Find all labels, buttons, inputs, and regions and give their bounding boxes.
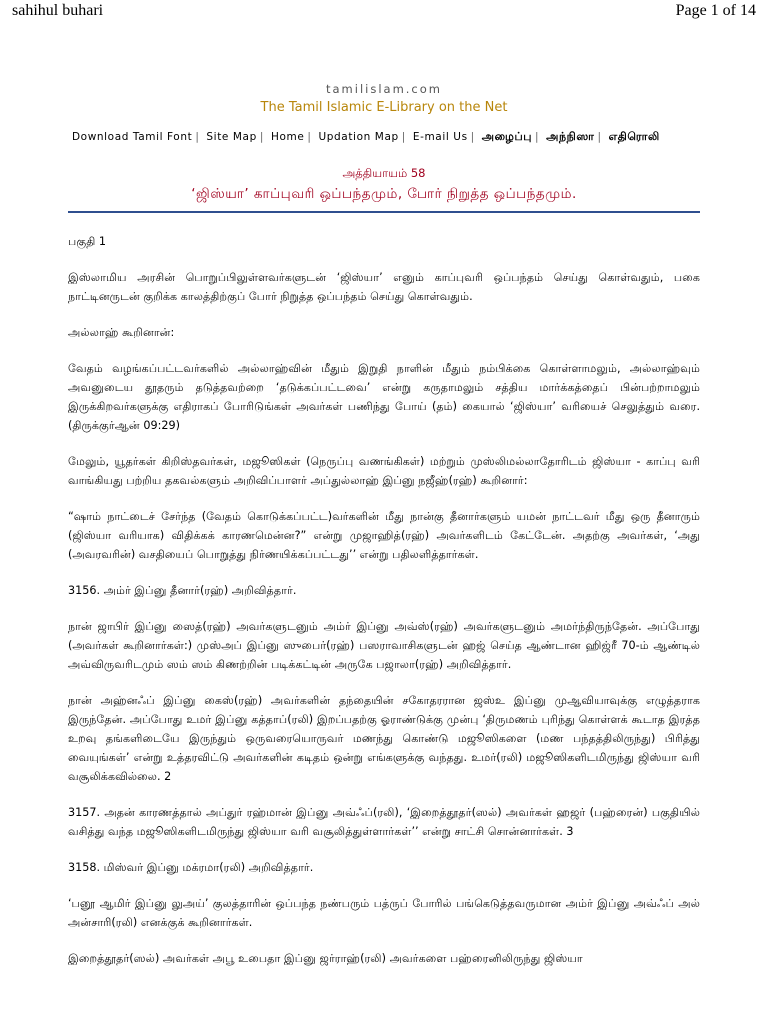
site-name[interactable]: tamilislam.com [326,82,442,96]
nav-ethiroli[interactable]: எதிரொலி [608,130,660,143]
chapter-number: அத்தியாயம் 58 [342,166,426,180]
paragraph: வேதம் வழங்கப்பட்டவர்களில் அல்லாஹ்வின் மீதும் இறுதி நாளின் மீதும் நம்பிக்கை கொள்ளாமலும், அல்லாஹ்வும் அவனுடைய தூதரும் தடுத்தவற்றை ‘தடுக்கப்பட்டவை’ என்று கருதாமலும் சத்திய மார்க்கத்தைப் பின்பற்றாமலும் இருக்கிறவர்களுக்கு எதிராகப் போரிடுங்கள் அவர்கள் பணிந்து போய் (தம்) கையால் ‘ஜிஸ்யா’ வரியைச் செலுத்தும் வரை. (திருக்குர்ஆன் 09:29) [68,362,700,432]
top-navigation [72,130,712,145]
nav-home[interactable]: Home [270,131,305,143]
nav-site-map[interactable]: Site Map [206,131,257,143]
page-counter: Page 1 of 14 [675,2,756,19]
nav-download-tamil-font[interactable]: Download Tamil Font [72,131,193,143]
paragraph: இறைத்தூதர்(ஸல்) அவர்கள் அபூ உபைதா இப்னு ஜர்ராஹ்(ரலி) அவர்களை பஹ்ரைனிலிருந்து ஜிஸ்யா [68,952,583,965]
nav-separator: | [535,131,540,143]
paragraph: “ஷாம் நாட்டைச் சேர்ந்த (வேதம் கொடுக்கப்பட்ட)வர்களின் மீது நான்கு தீனார்களும் யமன் நாட்டவர் மீது ஒரு தீனாரும் (ஜிஸ்யா வரியாக) விதிக்கக் காரணமென்ன?” என்று முஜாஹித்(ரஹ்) அவர்களிடம் கேட்டேன். அதற்கு அவர்கள், ‘அது (அவரவரின்) வசதியைப் பொறுத்து நிர்ணயிக்கப்பட்டது’’ என்று பதிலளித்தார்கள். [68,510,700,561]
paragraph: 3157. அதன் காரணத்தால் அப்துர் ரஹ்மான் இப்னு அவ்ஃப்(ரலி), ‘இறைத்தூதர்(ஸல்) அவர்கள் ஹஜர் (பஹ்ரைன்) பகுதியில் வசித்து வந்த மஜூஸிகளிடமிருந்து ஜிஸ்யா வரி வசூலித்துள்ளார்கள்’’ என்று சாட்சி சொன்னார்கள். 3 [68,806,700,838]
hadith-number: 3158. மிஸ்வர் இப்னு மக்ரமா(ரலி) அறிவித்தார். [68,861,314,874]
paragraph: மேலும், யூதர்கள் கிறிஸ்தவர்கள், மஜூஸிகள் (நெருப்பு வணங்கிகள்) மற்றும் முஸ்லிமல்லாதோரிடம் ஜிஸ்யா - காப்பு வரி வாங்கியது பற்றிய தகவல்களும் அறிவிப்பாளர் அப்துல்லாஹ் இப்னு நஜீஹ்(ரஹ்) கூறினார்: [68,455,700,487]
nav-separator: | [195,131,200,143]
chapter-heading [0,166,768,204]
paragraph: ‘பனூ ஆமிர் இப்னு லுஅய்’ குலத்தாரின் ஒப்பந்த நண்பரும் பத்ருப் போரில் பங்கெடுத்தவருமான அம்ர் இப்னு அவ்ஃப் அல் அன்சாரி(ரலி) எனக்குக் கூறினார்கள். [68,897,700,929]
section-label: பகுதி 1 [68,235,107,248]
paragraph: அல்லாஹ் கூறினான்: [68,326,175,339]
document-source-label: sahihul buhari [12,2,104,19]
nav-separator: | [307,131,312,143]
header-divider [68,211,700,213]
article-body [68,232,700,985]
paragraph: நான் ஜாபிர் இப்னு ஸைத்(ரஹ்) அவர்களுடனும் அம்ர் இப்னு அவ்ஸ்(ரஹ்) அவர்களுடனும் அமர்ந்திருந்தேன். அப்போது (அவர்கள் கூறினார்கள்:) முஸ்அப் இப்னு ஸுபைர்(ரஹ்) பஸராவாசிகளுடன் ஹஜ் செய்த ஆண்டான ஹிஜ்ரீ 70-ம் ஆண்டில் அவ்விருவரிடமும் ஸம் ஸம் கிணற்றின் படிக்கட்டின் அருகே பஜாலா(ரஹ்) அறிவித்தார். [68,620,700,671]
nav-separator: | [401,131,406,143]
nav-azhaippu[interactable]: அழைப்பு [481,130,533,143]
nav-separator: | [259,131,265,143]
site-header [0,82,768,115]
hadith-number: 3156. அம்ர் இப்னு தீனார்(ரஹ்) அறிவித்தார். [68,584,297,597]
print-header [0,0,768,22]
site-tagline: The Tamil Islamic E-Library on the Net [260,100,508,115]
nav-annisa[interactable]: அந்நிஸா [546,130,595,143]
chapter-title: ‘ஜிஸ்யா’ காப்புவரி ஒப்பந்தமும், போர் நிறுத்த ஒப்பந்தமும். [191,186,577,202]
paragraph: இஸ்லாமிய அரசின் பொறுப்பிலுள்ளவர்களுடன் ‘ஜிஸ்யா’ எனும் காப்புவரி ஒப்பந்தம் செய்து கொள்வதும், பகை நாட்டினருடன் குறிக்க காலத்திற்குப் போர் நிறுத்த ஒப்பந்தம் செய்து கொள்வதும். [68,271,700,303]
nav-updation-map[interactable]: Updation Map [318,131,399,143]
paragraph: நான் அஹ்னஃப் இப்னு கைஸ்(ரஹ்) அவர்களின் தந்தையின் சகோதரரான ஜஸ்உ இப்னு முஆவியாவுக்கு எழுத்தராக இருந்தேன். அப்போது உமர் இப்னு கத்தாப்(ரலி) இறப்பதற்கு ஓராண்டுக்கு முன்பு ‘திருமணம் புரிந்து கொள்ளக் கூடாத இரத்த உறவு தங்களிடையே இருந்தும் ஒருவரையொருவர் மணந்து கொண்டு மஜூஸிகளை (மண பந்தத்திலிருந்து) பிரித்து வையுங்கள்’ என்று உத்தரவிட்டு அவர்களின் கடிதம் ஒன்று எங்களுக்கு வந்தது. உமர்(ரலி) மஜூஸிகளிடமிருந்து ஜிஸ்யா வரி வசூலிக்கவில்லை. 2 [68,694,700,783]
nav-separator: | [470,131,475,143]
nav-separator: | [597,131,602,143]
nav-email-us[interactable]: E-mail Us [412,131,468,143]
